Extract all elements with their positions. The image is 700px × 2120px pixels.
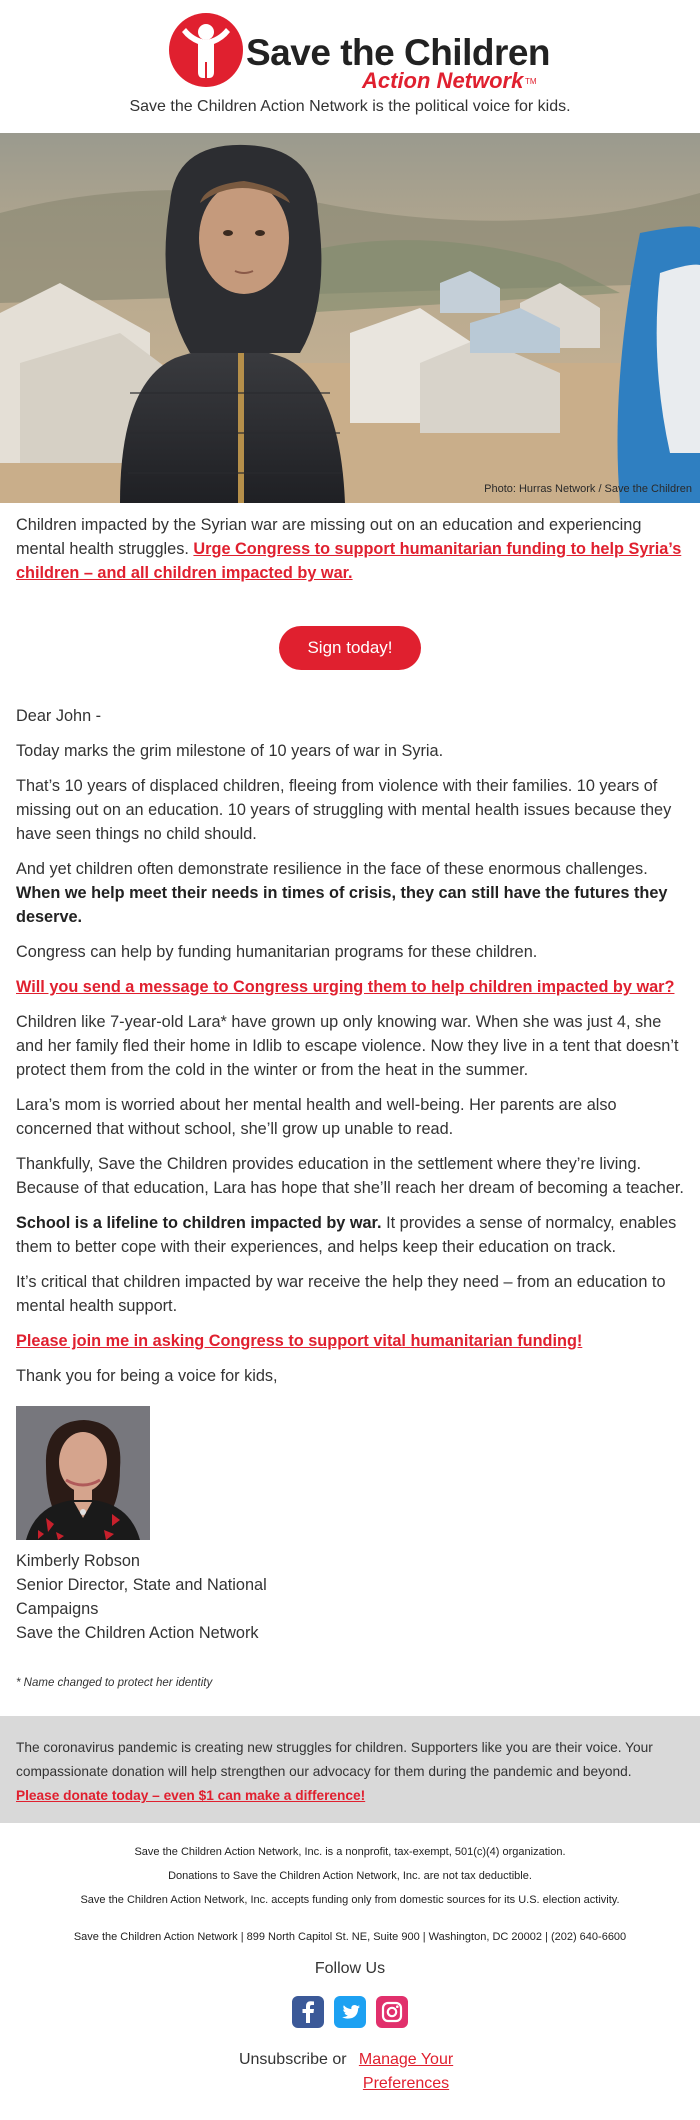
sign-today-button[interactable]: Sign today! <box>279 626 421 670</box>
tagline: Save the Children Action Network is the political voice for kids. <box>129 98 571 115</box>
portrait-illustration <box>16 1406 150 1540</box>
closing: Thank you for being a voice for kids, <box>16 1367 278 1385</box>
letter-paragraph-4: Congress can help by funding humanitarian programs for these children. <box>16 943 538 961</box>
facebook-glyph-icon <box>292 1996 324 2028</box>
letter-paragraph-6: Lara’s mom is worried about her mental health and well-being. Her parents are also concerned that without school, she’ll grow up unable to read. <box>16 1096 617 1138</box>
letter-paragraph-9: It’s critical that children impacted by war receive the help they need – from an education to mental health support. <box>16 1273 666 1315</box>
header <box>0 0 700 133</box>
legal-line-1: Save the Children Action Network, Inc. is a nonprofit, tax-exempt, 501(c)(4) organization. <box>134 1846 566 1858</box>
legal-line-3: Save the Children Action Network, Inc. accepts funding only from domestic sources for its U.S. election activity. <box>80 1894 620 1906</box>
logo-text-sub: Action Network <box>362 68 524 93</box>
facebook-icon[interactable] <box>292 1996 324 2028</box>
hero-photo[interactable] <box>0 133 700 503</box>
logo-text-main: Save the Children <box>246 32 551 73</box>
instagram-glyph-icon <box>376 1996 408 2028</box>
twitter-icon[interactable] <box>334 1996 366 2028</box>
signature-title-line-2: Campaigns <box>16 1600 99 1618</box>
hero-photo-illustration <box>0 133 700 503</box>
letter-paragraph-7: Thankfully, Save the Children provides education in the settlement where they’re living. Because of that education, Lara has hope that she’ll reach her dream of becoming a teacher. <box>16 1155 684 1197</box>
save-the-children-logo-icon <box>166 10 246 90</box>
logo-trademark: TM <box>525 77 537 86</box>
letter-paragraph-3-text: And yet children often demonstrate resilience in the face of these enormous challenges. <box>16 860 648 878</box>
unsubscribe-block <box>0 2048 700 2096</box>
instagram-icon[interactable] <box>376 1996 408 2028</box>
letter-paragraph-8-text: It provides a sense of normalcy, enables them to better cope with their experiences, and helps keep their education on track. <box>16 1214 677 1256</box>
letter-link-1-paragraph <box>16 975 684 999</box>
donate-paragraph <box>16 1736 684 1808</box>
unsubscribe-or: or <box>332 2051 347 2068</box>
address-line: Save the Children Action Network | 899 North Capitol St. NE, Suite 900 | Washington, DC 20002 | (202) 640-6600 <box>73 1931 627 1943</box>
unsubscribe-text[interactable]: Unsubscribe <box>238 2051 328 2068</box>
join-me-link[interactable]: Please join me in asking Congress to support vital humanitarian funding! <box>16 1332 583 1350</box>
letter-paragraph-3 <box>16 857 684 929</box>
donate-box <box>0 1716 700 1823</box>
letter-paragraph-5: Children like 7-year-old Lara* have grown up only knowing war. When she was just 4, she and her family fled their home in Idlib to escape violence. Now they live in a tent that doesn’t protect them from the cold in the winter or from the heat in the summer. <box>16 1013 679 1079</box>
donate-link[interactable]: Please donate today – even $1 can make a difference! <box>16 1788 366 1803</box>
footnote: * Name changed to protect her identity <box>16 1677 213 1689</box>
legal-line-2: Donations to Save the Children Action Network, Inc. are not tax deductible. <box>168 1870 532 1882</box>
letter-paragraph-2: That’s 10 years of displaced children, fleeing from violence with their families. 10 years of missing out on an education. 10 years of struggling with mental health issues because they have seen things no child should. <box>16 777 672 843</box>
letter-paragraph-8-bold: School is a lifeline to children impacted by war. <box>16 1214 382 1232</box>
manage-preferences-link[interactable]: Manage Your Preferences <box>358 2051 454 2092</box>
intro-link[interactable]: Urge Congress to support humanitarian funding to help Syria’s children – and all children impacted by war. <box>16 540 682 582</box>
twitter-glyph-icon <box>334 1996 366 2028</box>
intro-text: Children impacted by the Syrian war are missing out on an education and experiencing mental health struggles. <box>16 516 642 558</box>
cta-wrap <box>0 626 700 670</box>
signature-org: Save the Children Action Network <box>16 1624 259 1642</box>
follow-us-label: Follow Us <box>314 1960 386 1977</box>
send-message-link[interactable]: Will you send a message to Congress urging them to help children impacted by war? <box>16 978 675 996</box>
letter-paragraph-8 <box>16 1211 684 1259</box>
donate-text: The coronavirus pandemic is creating new struggles for children. Supporters like you are their voice. Your compassionate donation will help strengthen our advocacy for them during the pandemic and beyond. <box>16 1740 653 1779</box>
signature-photo <box>16 1406 150 1540</box>
signature-title-line-1: Senior Director, State and National <box>16 1576 267 1594</box>
logo[interactable] <box>166 10 551 93</box>
intro-paragraph <box>16 513 684 585</box>
letter-paragraph-3-bold: When we help meet their needs in times of crisis, they can still have the futures they deserve. <box>16 884 668 926</box>
letter-link-2-paragraph <box>16 1329 684 1353</box>
letter-paragraph-1: Today marks the grim milestone of 10 years of war in Syria. <box>16 742 444 760</box>
photo-credit: Photo: Hurras Network / Save the Children <box>484 483 692 495</box>
signature-name: Kimberly Robson <box>16 1552 140 1570</box>
greeting: Dear John - <box>16 707 102 725</box>
